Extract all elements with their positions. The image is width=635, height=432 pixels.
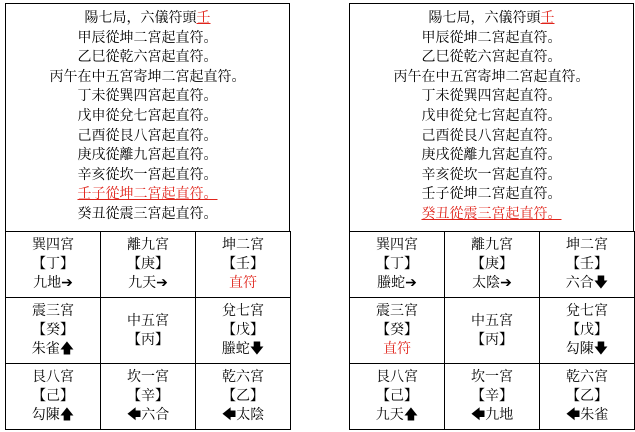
left-cell-xun4 <box>6 232 101 298</box>
left-line-5: 戊申從兌七宮起直符。 <box>77 107 218 124</box>
left-header-line: 陽七局，六儀符頭壬 <box>84 10 211 26</box>
palace-deity: 九天➔ <box>128 275 168 291</box>
palace-stem: 【庚】 <box>471 256 513 272</box>
right-line-7: 庚戌從離九宮起直符。 <box>421 147 562 164</box>
palace-stem: 【癸】 <box>376 322 418 338</box>
right-line-9: 壬子從坤二宮起直符。 <box>421 186 562 203</box>
right-panel <box>349 3 634 430</box>
palace-stem: 【己】 <box>32 388 74 404</box>
palace-name: 中五宮 <box>127 312 169 329</box>
palace-name: 坎一宮 <box>127 369 169 385</box>
left-text-box <box>5 3 290 232</box>
palace-deity: 六合🡇 <box>565 275 609 291</box>
palace-stem: 【丁】 <box>376 256 418 272</box>
palace-deity: 🡄六合 <box>126 407 170 423</box>
palace-deity: 勾陳🡅 <box>31 407 75 423</box>
palace-name: 巽四宮 <box>376 237 418 253</box>
right-line-2: 乙巳從乾六宮起直符。 <box>421 49 562 66</box>
palace-stem: 【壬】 <box>222 256 264 272</box>
palace-deity: 朱雀🡅 <box>31 341 75 357</box>
right-cell-kan1 <box>445 364 540 430</box>
right-header-line: 陽七局，六儀符頭壬 <box>428 10 555 26</box>
right-line-8: 辛亥從坎一宮起直符。 <box>421 166 562 183</box>
palace-deity: 螣蛇➔ <box>377 275 417 291</box>
palace-deity: 九天🡅 <box>375 407 419 423</box>
palace-name: 離九宮 <box>471 237 513 253</box>
palace-name: 中五宮 <box>471 312 513 329</box>
right-cell-dui7 <box>540 298 635 364</box>
palace-name: 坎一宮 <box>471 369 513 385</box>
palace-stem: 【乙】 <box>222 388 264 404</box>
right-line-5: 戊申從兌七宮起直符。 <box>421 107 562 124</box>
palace-stem: 【戊】 <box>566 322 608 338</box>
right-cell-xun4 <box>350 232 445 298</box>
left-panel <box>5 3 290 430</box>
palace-stem: 【庚】 <box>127 256 169 272</box>
palace-stem: 【丙】 <box>127 331 169 348</box>
palace-stem: 【己】 <box>376 388 418 404</box>
right-cell-zhong5 <box>445 298 540 364</box>
right-line-10-highlight: 癸丑從震三宮起直符。 <box>421 205 562 222</box>
palace-deity: 九地➔ <box>33 275 73 291</box>
left-cell-kan1 <box>101 364 196 430</box>
palace-name: 震三宮 <box>376 303 418 319</box>
left-line-9-highlight: 壬子從坤二宮起直符。 <box>77 186 218 203</box>
left-line-2: 乙巳從乾六宮起直符。 <box>77 49 218 66</box>
palace-stem: 【辛】 <box>127 388 169 404</box>
right-line-4: 丁未從巽四宮起直符。 <box>421 88 562 105</box>
right-line-6: 己酉從艮八宮起直符。 <box>421 127 562 144</box>
right-cell-zhen3 <box>350 298 445 364</box>
palace-name: 兌七宮 <box>566 303 608 319</box>
palace-name: 艮八宮 <box>32 369 74 385</box>
palace-deity: 🡄朱雀 <box>565 407 609 423</box>
left-palace-grid <box>5 231 291 430</box>
left-cell-zhen3 <box>6 298 101 364</box>
palace-deity-highlight: 直符 <box>383 341 411 357</box>
palace-name: 乾六宮 <box>222 369 264 385</box>
left-line-3: 丙午在中五宮寄坤二宮起直符。 <box>49 68 246 85</box>
left-line-10: 癸丑從震三宮起直符。 <box>77 205 218 222</box>
right-cell-gen8 <box>350 364 445 430</box>
palace-deity: 太陰➔ <box>472 275 512 291</box>
palace-stem: 【戊】 <box>222 322 264 338</box>
left-cell-li9 <box>101 232 196 298</box>
palace-stem: 【辛】 <box>471 388 513 404</box>
right-line-1: 甲辰從坤二宮起直符。 <box>421 29 562 46</box>
palace-stem: 【壬】 <box>566 256 608 272</box>
palace-name: 艮八宮 <box>376 369 418 385</box>
left-line-4: 丁未從巽四宮起直符。 <box>77 88 218 105</box>
right-palace-grid <box>349 231 635 430</box>
right-line-3: 丙午在中五宮寄坤二宮起直符。 <box>393 68 590 85</box>
left-line-1: 甲辰從坤二宮起直符。 <box>77 29 218 46</box>
left-cell-gen8 <box>6 364 101 430</box>
palace-stem: 【乙】 <box>566 388 608 404</box>
right-header-highlight: 壬 <box>540 10 555 26</box>
right-text-box <box>349 3 634 232</box>
right-cell-qian6 <box>540 364 635 430</box>
right-cell-kun2 <box>540 232 635 298</box>
left-cell-qian6 <box>196 364 291 430</box>
palace-stem: 【癸】 <box>32 322 74 338</box>
palace-deity: 勾陳🡇 <box>565 341 609 357</box>
palace-name: 坤二宮 <box>222 237 264 253</box>
palace-name: 坤二宮 <box>566 237 608 253</box>
left-header-highlight: 壬 <box>196 10 211 26</box>
palace-stem: 【丙】 <box>471 331 513 348</box>
palace-name: 乾六宮 <box>566 369 608 385</box>
left-line-8: 辛亥從坎一宮起直符。 <box>77 166 218 183</box>
left-cell-dui7 <box>196 298 291 364</box>
palace-name: 離九宮 <box>127 237 169 253</box>
palace-deity: 螣蛇🡇 <box>221 341 265 357</box>
palace-deity: 🡄九地 <box>470 407 514 423</box>
palace-name: 巽四宮 <box>32 237 74 253</box>
right-cell-li9 <box>445 232 540 298</box>
palace-name: 震三宮 <box>32 303 74 319</box>
palace-deity: 🡄太陰 <box>221 407 265 423</box>
palace-name: 兌七宮 <box>222 303 264 319</box>
left-line-6: 己酉從艮八宮起直符。 <box>77 127 218 144</box>
left-cell-kun2 <box>196 232 291 298</box>
palace-stem: 【丁】 <box>32 256 74 272</box>
palace-deity-highlight: 直符 <box>229 275 257 291</box>
left-cell-zhong5 <box>101 298 196 364</box>
left-line-7: 庚戌從離九宮起直符。 <box>77 147 218 164</box>
